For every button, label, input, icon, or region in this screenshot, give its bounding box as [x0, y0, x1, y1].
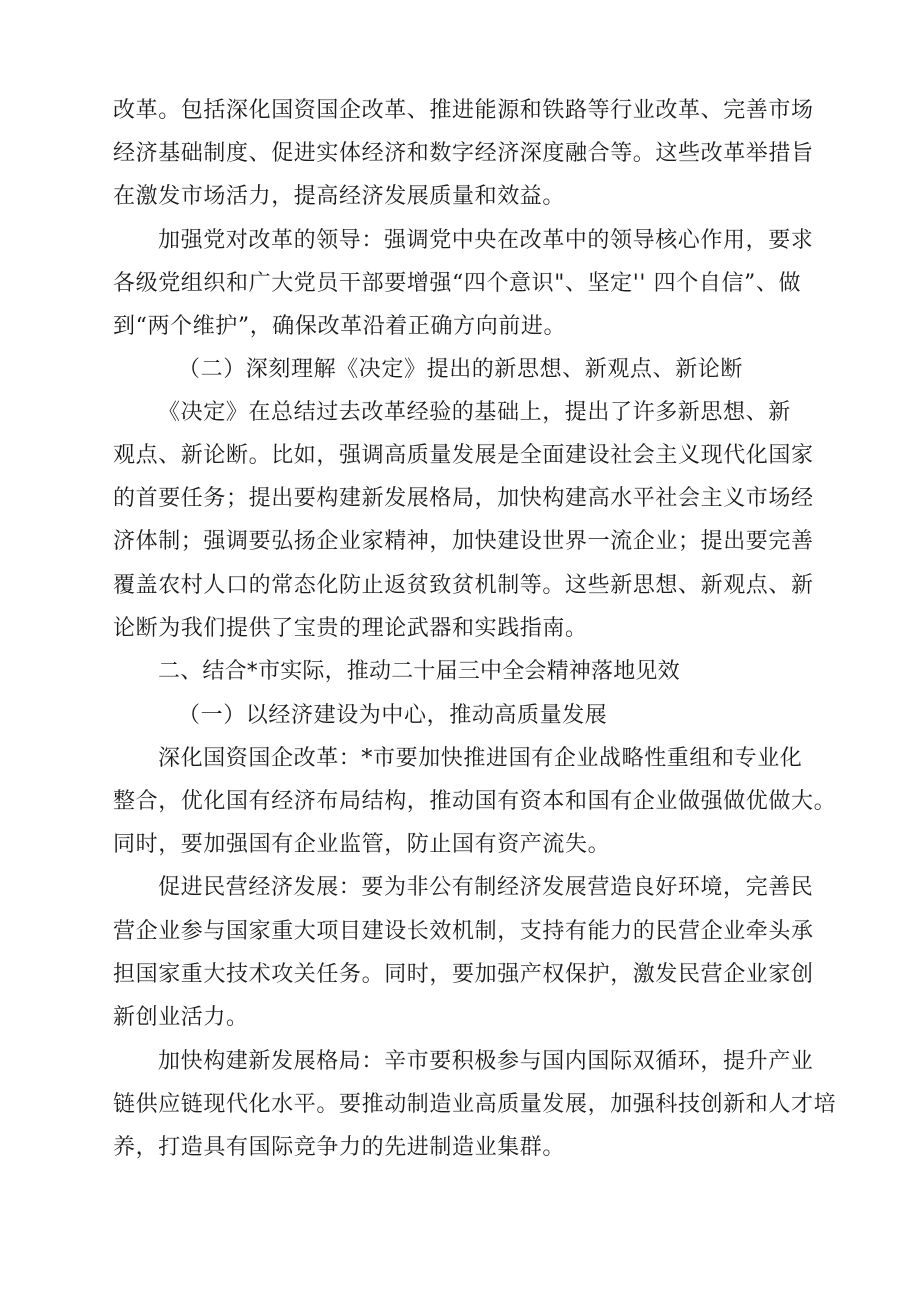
paragraph-line: 经济基础制度、促进实体经济和数字经济深度融合等。这些改革举措旨 — [113, 141, 814, 166]
paragraph-line: 各级党组织和广大党员干部要增强“四个意识"、坚定'' 四个自信”、做 — [113, 271, 802, 296]
paragraph-line: 《决定》在总结过去改革经验的基础上，提出了许多新思想、新 — [158, 400, 791, 425]
subheading: （一）以经济建设为中心，推动高质量发展 — [178, 703, 608, 728]
paragraph-line: 加快构建新发展格局：辛市要积极参与国内国际双循环，提升产业 — [158, 1049, 814, 1074]
paragraph-line: 济体制；强调要弘扬企业家精神，加快建设世界一流企业；提出要完善 — [113, 529, 814, 554]
paragraph-line: 新创业活力。 — [113, 1005, 249, 1030]
paragraph-line: 营企业参与国家重大项目建设长效机制，支持有能力的民营企业牵头承 — [113, 919, 814, 944]
paragraph-line: 改革。包括深化国资国企改革、推进能源和铁路等行业改革、完善市场 — [113, 98, 814, 123]
paragraph-line: 促进民营经济发展：要为非公有制经济发展营造良好环境，完善民 — [158, 875, 814, 900]
section-heading: 二、结合*市实际，推动二十届三中全会精神落地见效 — [158, 659, 680, 684]
paragraph-line: 加强党对改革的领导：强调党中央在改革中的领导核心作用，要求 — [158, 228, 814, 253]
paragraph-line: 同时，要加强国有企业监管，防止国有资产流失。 — [113, 832, 611, 857]
paragraph-line: 到“两个维护”，确保改革沿着正确方向前进。 — [113, 314, 567, 339]
paragraph-line: 的首要任务；提出要构建新发展格局，加快构建高水平社会主义市场经 — [113, 486, 814, 511]
paragraph-line: 论断为我们提供了宝贵的理论武器和实践指南。 — [113, 616, 588, 641]
paragraph-line: 深化国资国企改革：*市要加快推进国有企业战略性重组和专业化 — [158, 746, 803, 771]
paragraph-line: 观点、新论断。比如，强调高质量发展是全面建设社会主义现代化国家 — [113, 443, 814, 468]
paragraph-line: 在激发市场活力，提高经济发展质量和效益。 — [113, 184, 566, 209]
paragraph-line: 链供应链现代化水平。要推动制造业高质量发展，加强科技创新和人才培 — [113, 1092, 837, 1117]
paragraph-line: 整合，优化国有经济布局结构，推动国有资本和国有企业做强做优做大。 — [113, 789, 837, 814]
paragraph-line: 覆盖农村人口的常态化防止返贫致贫机制等。这些新思想、新观点、新 — [113, 573, 814, 598]
subheading: （二）深刻理解《决定》提出的新思想、新观点、新论断 — [178, 357, 744, 382]
paragraph-line: 养，打造具有国际竞争力的先进制造业集群。 — [113, 1135, 566, 1160]
paragraph-line: 担国家重大技术攻关任务。同时，要加强产权保护，激发民营企业家创 — [113, 962, 814, 987]
